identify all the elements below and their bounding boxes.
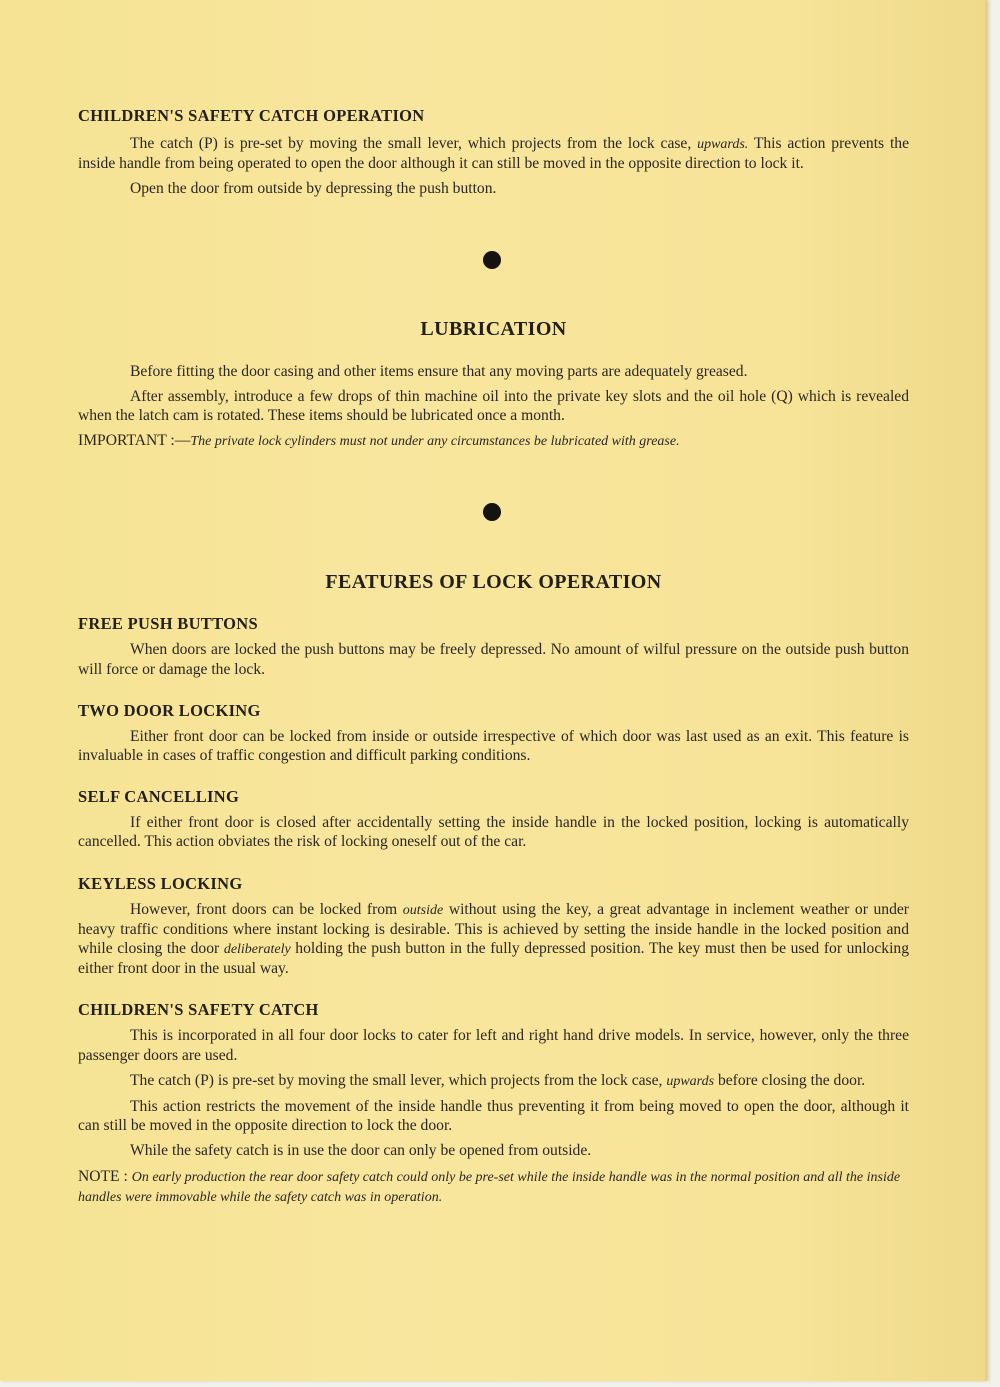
- italic-run: deliberately: [223, 942, 291, 958]
- note-label: NOTE :: [78, 1167, 132, 1185]
- heading-childrens-safety-catch-operation: CHILDREN'S SAFETY CATCH OPERATION: [78, 106, 425, 125]
- italic-run: upwards.: [697, 137, 749, 152]
- text-run: without using the key, a great advantage in inclement weather or under heavy traffic conditions where instant locking is desirable. This is achieved by setting the inside handle in the locked position and while closing the door: [78, 900, 909, 958]
- heading-features-of-lock-operation: FEATURES OF LOCK OPERATION: [325, 571, 662, 594]
- text-run: This action prevents the inside handle from being operated to open the door although it can still be moved in the opposite direction to lock it.: [78, 135, 909, 173]
- paragraph-self-cancelling: If either front door is closed after accidentally setting the inside handle in the locked position, locking is automatically cancelled. This action obviates the risk of locking oneself out of the car.: [78, 814, 909, 851]
- text-run: holding the push button in the fully depressed position. The key must then be used for unlocking either front door in the usual way.: [78, 940, 909, 978]
- important-text: The private lock cylinders must not under any circumstances be lubricated with grease.: [190, 434, 680, 450]
- paragraph-lubrication-greased: Before fitting the door casing and other items ensure that any moving parts are adequately greased.: [130, 362, 748, 380]
- paragraph-safety-catch-in-use: While the safety catch is in use the door can only be opened from outside.: [130, 1142, 592, 1160]
- text-run: The catch (P) is pre-set by moving the small lever, which projects from the lock case,: [130, 1071, 667, 1089]
- paragraph-incorporated: This is incorporated in all four door locks to cater for left and right hand drive models. In service, however, only the three passenger doors are used.: [78, 1027, 909, 1064]
- paragraph-free-push-buttons: When doors are locked the push buttons may be freely depressed. No amount of wilful pressure on the outside push button will force or damage the lock.: [78, 641, 909, 678]
- paragraph-keyless-locking: [78, 900, 909, 979]
- bullet-separator-1: [483, 251, 501, 269]
- heading-childrens-safety-catch: CHILDREN'S SAFETY CATCH: [78, 1000, 319, 1020]
- paragraph-important: [78, 431, 909, 451]
- heading-lubrication: LUBRICATION: [420, 317, 567, 340]
- heading-two-door-locking: TWO DOOR LOCKING: [78, 700, 261, 720]
- paragraph-open-door: Open the door from outside by depressing the push button.: [130, 180, 497, 198]
- note-text: On early production the rear door safety catch could only be pre-set while the inside handle was in the normal position and all the inside handles were immovable while the safety catch was in operation.: [78, 1169, 901, 1205]
- heading-free-push-buttons: FREE PUSH BUTTONS: [78, 614, 258, 634]
- paragraph-catch-preset: [78, 134, 909, 173]
- text-run: before closing the door.: [714, 1071, 866, 1089]
- paragraph-catch-upwards: [78, 1071, 909, 1091]
- text-run: The catch (P) is pre-set by moving the small lever, which projects from the lock case,: [130, 135, 698, 152]
- paragraph-two-door-locking: Either front door can be locked from inside or outside irrespective of which door was last used as an exit. This feature is invaluable in cases of traffic congestion and difficult parking conditions.: [78, 727, 909, 765]
- page-content: [78, 106, 909, 1207]
- heading-self-cancelling: SELF CANCELLING: [78, 787, 240, 807]
- paragraph-note: [78, 1167, 909, 1207]
- bullet-separator-2: [483, 503, 501, 521]
- paragraph-lubrication-oil: After assembly, introduce a few drops of thin machine oil into the private key slots and the oil hole (Q) which is revealed when the latch cam is rotated. These items should be lubricated once a month.: [78, 387, 909, 425]
- paragraph-restricts-movement: This action restricts the movement of the inside handle thus preventing it from being moved to open the door, although it can still be moved in the opposite direction to lock the door.: [78, 1098, 909, 1135]
- text-run: However, front doors can be locked from: [130, 900, 403, 918]
- italic-run: upwards: [666, 1073, 715, 1089]
- heading-keyless-locking: KEYLESS LOCKING: [78, 873, 243, 893]
- important-label: IMPORTANT :—: [78, 432, 191, 450]
- italic-run: outside: [402, 902, 444, 918]
